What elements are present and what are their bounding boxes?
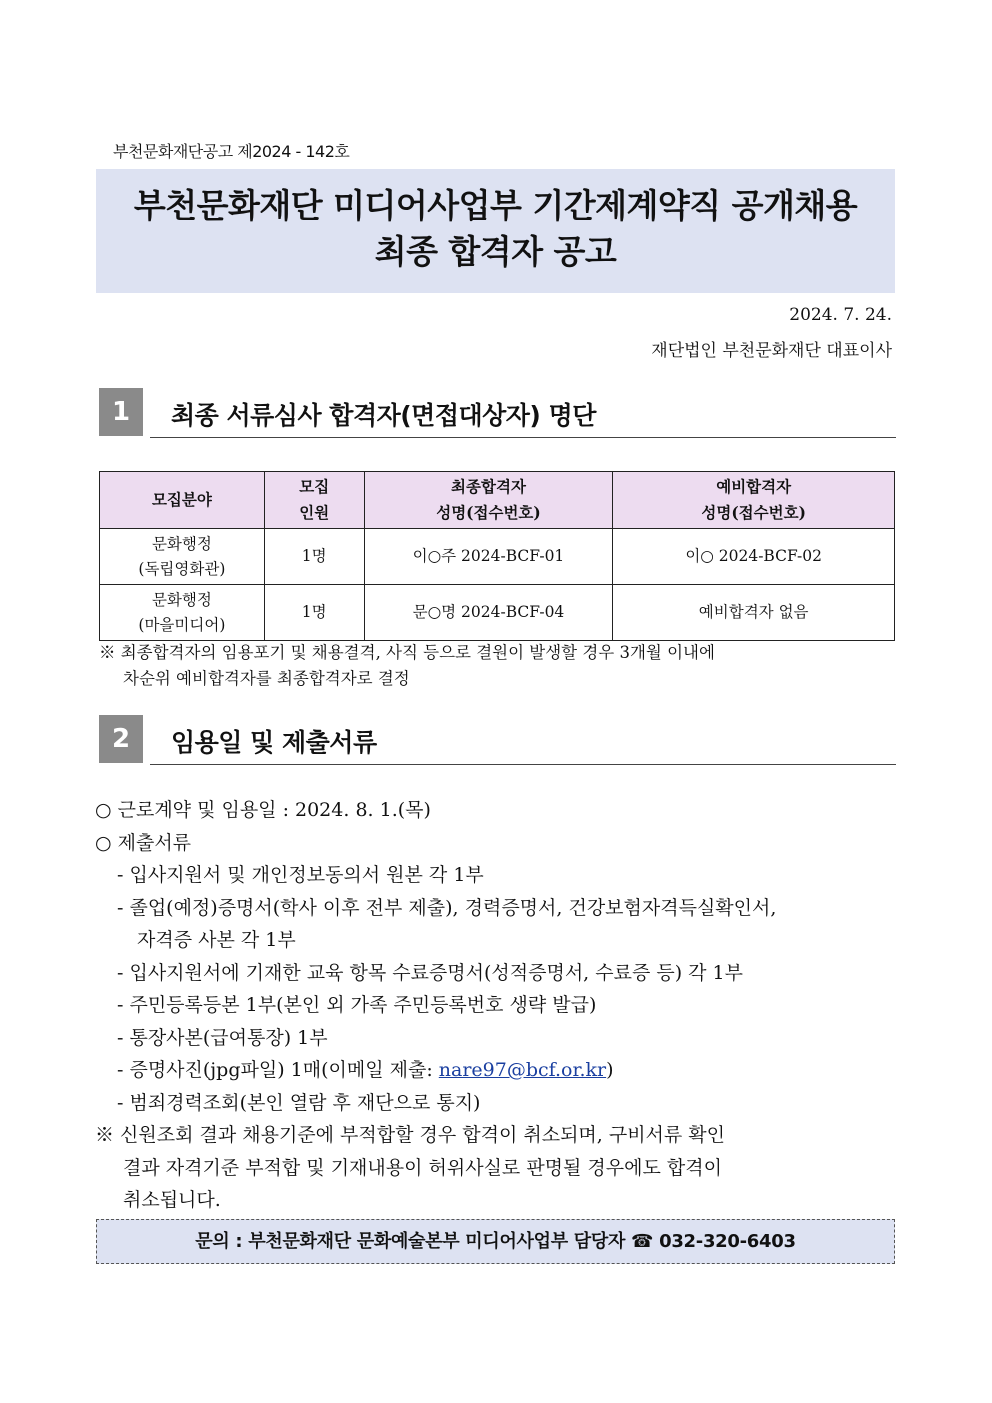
- document-item-continued: 자격증 사본 각 1부: [137, 929, 296, 951]
- section-1-title: 최종 서류심사 합격자(면접대상자) 명단: [171, 401, 596, 430]
- section-1-note: [99, 640, 899, 692]
- title-banner: [96, 169, 895, 293]
- cell-field: 문화행정 (독립영화관): [100, 529, 265, 585]
- contact-box: [96, 1219, 895, 1264]
- document-item: - 범죄경력조회(본인 열람 후 재단으로 통지): [117, 1091, 481, 1114]
- cell-final: 문○명 2024-BCF-04: [364, 585, 613, 641]
- section-2-body: [95, 794, 905, 1217]
- section-2-number: 2: [99, 715, 143, 763]
- document-item: - 입사지원서에 기재한 교육 항목 수료증명서(성적증명서, 수료증 등) 각 1부: [117, 961, 743, 984]
- disqualification-note-continued: 결과 자격기준 부적합 및 기재내용이 허위사실로 판명될 경우에도 합격이: [123, 1156, 722, 1179]
- notice-number: 부천문화재단공고 제2024 - 142호: [113, 142, 350, 161]
- phone-icon: ☎: [631, 1231, 654, 1252]
- cell-final: 이○주 2024-BCF-01: [364, 529, 613, 585]
- section-2-title: 임용일 및 제출서류: [171, 728, 377, 757]
- results-table: [99, 471, 895, 641]
- header-final: 최종합격자 성명(접수번호): [364, 472, 613, 529]
- section-1-number: 1: [99, 388, 143, 436]
- section-divider: [150, 437, 896, 438]
- email-link[interactable]: nare97@bcf.or.kr: [438, 1059, 607, 1081]
- note-line: ※ 최종합격자의 임용포기 및 채용결격, 사직 등으로 결원이 발생할 경우 3개월 이내에: [99, 643, 715, 662]
- disqualification-note: ※ 신원조회 결과 채용기준에 부적합할 경우 합격이 취소되며, 구비서류 확인: [95, 1124, 726, 1146]
- page-subtitle: 최종 합격자 공고: [374, 232, 617, 271]
- issuer: 재단법인 부천문화재단 대표이사: [651, 341, 892, 361]
- cell-reserve: 이○ 2024-BCF-02: [613, 529, 895, 585]
- table-row: [100, 529, 895, 585]
- cell-field: 문화행정 (마을미디어): [100, 585, 265, 641]
- header-field: 모집분야: [100, 472, 265, 529]
- table-row: [100, 585, 895, 641]
- table-header-row: [100, 472, 895, 529]
- document-item: - 입사지원서 및 개인정보동의서 원본 각 1부: [117, 864, 484, 886]
- page-title: 부천문화재단 미디어사업부 기간제계약직 공개채용: [133, 186, 858, 225]
- document-item: - 통장사본(급여통장) 1부: [117, 1026, 328, 1049]
- cell-count: 1명: [264, 585, 364, 641]
- document-item: - 주민등록등본 1부(본인 외 가족 주민등록번호 생략 발급): [117, 994, 597, 1016]
- section-divider: [150, 764, 896, 765]
- disqualification-note-continued: 취소됩니다.: [123, 1189, 221, 1211]
- cell-count: 1명: [264, 529, 364, 585]
- document-item: - 증명사진(jpg파일) 1매(이메일 제출: nare97@bcf.or.kr): [117, 1059, 614, 1081]
- contact-label: 문의 : 부천문화재단 문화예술본부 미디어사업부 담당자: [195, 1231, 626, 1252]
- announcement-date: 2024. 7. 24.: [789, 305, 892, 325]
- contact-phone: 032-320-6403: [659, 1231, 796, 1252]
- document-item: - 졸업(예정)증명서(학사 이후 전부 제출), 경력증명서, 건강보험자격득실확인서,: [117, 896, 777, 919]
- cell-reserve: 예비합격자 없음: [613, 585, 895, 641]
- section-2-heading: [99, 715, 896, 765]
- header-count: 모집 인원: [264, 472, 364, 529]
- section-1-heading: [99, 388, 896, 438]
- note-line: 차순위 예비합격자를 최종합격자로 결정: [123, 669, 410, 688]
- contract-date: ○ 근로계약 및 임용일 : 2024. 8. 1.(목): [95, 799, 431, 821]
- documents-heading: ○ 제출서류: [95, 831, 192, 854]
- header-reserve: 예비합격자 성명(접수번호): [613, 472, 895, 529]
